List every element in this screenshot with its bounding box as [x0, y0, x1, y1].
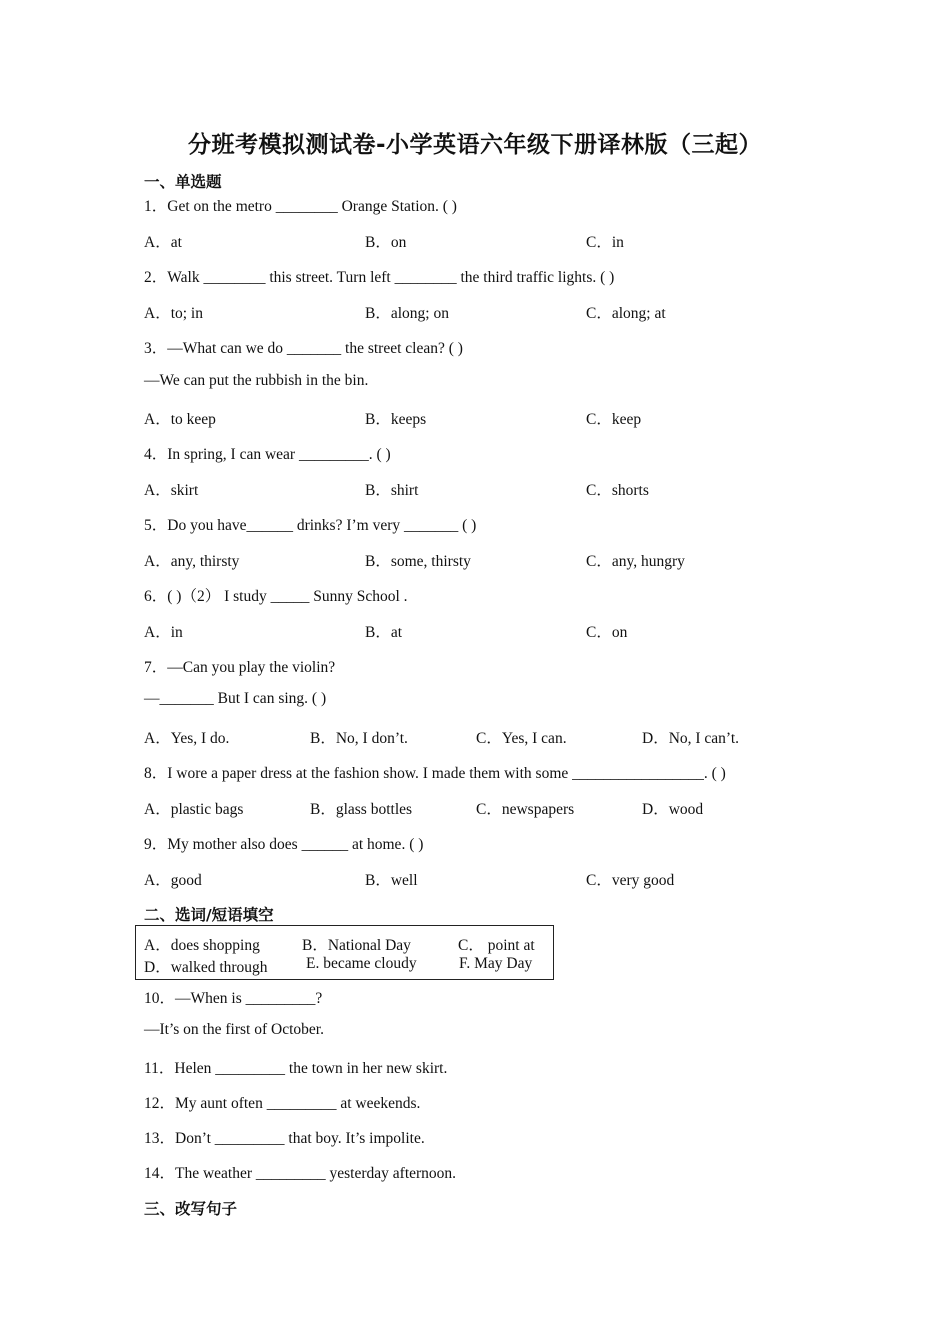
- question-6-option-a[interactable]: A．in: [144, 624, 183, 641]
- question-2-option-a[interactable]: A．to; in: [144, 305, 203, 322]
- question-7-stem: 7．—Can you play the violin?: [144, 659, 336, 676]
- word-bank-option-c: C． point at: [458, 937, 535, 954]
- question-9-option-c[interactable]: C．very good: [586, 872, 675, 889]
- question-8-option-d[interactable]: D．wood: [642, 801, 704, 818]
- question-6-option-b[interactable]: B．at: [365, 624, 403, 641]
- word-bank-option-d: D．walked through: [144, 959, 268, 976]
- question-1-stem: 1．Get on the metro ________ Orange Station. ( ): [144, 198, 457, 215]
- section-heading-single-choice: 一、单选题: [144, 173, 222, 191]
- word-bank-option-a: A．does shopping: [144, 937, 260, 954]
- question-1-option-b[interactable]: B．on: [365, 234, 407, 251]
- question-6-option-c[interactable]: C．on: [586, 624, 628, 641]
- question-5-option-b[interactable]: B．some, thirsty: [365, 553, 471, 570]
- question-13: 13．Don’t _________ that boy. It’s impolite.: [144, 1130, 425, 1147]
- question-1-option-a[interactable]: A．at: [144, 234, 182, 251]
- question-9-stem: 9．My mother also does ______ at home. ( ): [144, 836, 424, 853]
- question-3-stem: 3．—What can we do _______ the street clean? ( ): [144, 340, 463, 357]
- question-3-option-b[interactable]: B．keeps: [365, 411, 427, 428]
- question-8-stem: 8．I wore a paper dress at the fashion show. I made them with some _________________. ( ): [144, 765, 726, 782]
- question-5-stem: 5．Do you have______ drinks? I’m very _______ ( ): [144, 517, 477, 534]
- question-4-stem: 4．In spring, I can wear _________. ( ): [144, 446, 391, 463]
- question-3-option-a[interactable]: A．to keep: [144, 411, 216, 428]
- question-7-option-b[interactable]: B．No, I don’t.: [310, 730, 408, 747]
- section-heading-rewrite: 三、改写句子: [144, 1200, 238, 1218]
- question-3-answer-line: —We can put the rubbish in the bin.: [144, 372, 369, 389]
- question-7-option-a[interactable]: A．Yes, I do.: [144, 730, 230, 747]
- question-2-stem: 2．Walk ________ this street. Turn left ________ the third traffic lights. ( ): [144, 269, 615, 286]
- question-4-option-a[interactable]: A．skirt: [144, 482, 199, 499]
- question-9-option-b[interactable]: B．well: [365, 872, 418, 889]
- question-5-option-c[interactable]: C．any, hungry: [586, 553, 685, 570]
- question-7-option-c[interactable]: C．Yes, I can.: [476, 730, 567, 747]
- question-3-option-c[interactable]: C．keep: [586, 411, 642, 428]
- question-7-option-d[interactable]: D．No, I can’t.: [642, 730, 739, 747]
- question-7-answer-line: —_______ But I can sing. ( ): [144, 690, 327, 707]
- question-6-stem: 6．( )（2） I study _____ Sunny School .: [144, 588, 408, 605]
- question-8-option-a[interactable]: A．plastic bags: [144, 801, 244, 818]
- question-5-option-a[interactable]: A．any, thirsty: [144, 553, 240, 570]
- question-4-option-b[interactable]: B．shirt: [365, 482, 419, 499]
- question-4-option-c[interactable]: C．shorts: [586, 482, 649, 499]
- section-heading-word-fill: 二、选词/短语填空: [144, 906, 274, 924]
- question-2-option-b[interactable]: B．along; on: [365, 305, 449, 322]
- question-10-answer-line: —It’s on the first of October.: [144, 1021, 324, 1038]
- page-title: 分班考模拟测试卷-小学英语六年级下册译林版（三起）: [187, 132, 763, 158]
- question-14: 14．The weather _________ yesterday afternoon.: [144, 1165, 457, 1182]
- question-10-stem: 10．—When is _________?: [144, 990, 323, 1007]
- question-12: 12．My aunt often _________ at weekends.: [144, 1095, 421, 1112]
- question-2-option-c[interactable]: C．along; at: [586, 305, 666, 322]
- question-8-option-b[interactable]: B．glass bottles: [310, 801, 413, 818]
- word-bank-option-b: B．National Day: [302, 937, 411, 954]
- question-11: 11．Helen _________ the town in her new skirt.: [144, 1060, 448, 1077]
- question-1-option-c[interactable]: C．in: [586, 234, 624, 251]
- word-bank-option-e: E. became cloudy: [306, 955, 417, 972]
- question-8-option-c[interactable]: C．newspapers: [476, 801, 575, 818]
- question-9-option-a[interactable]: A．good: [144, 872, 202, 889]
- word-bank-option-f: F. May Day: [459, 955, 533, 972]
